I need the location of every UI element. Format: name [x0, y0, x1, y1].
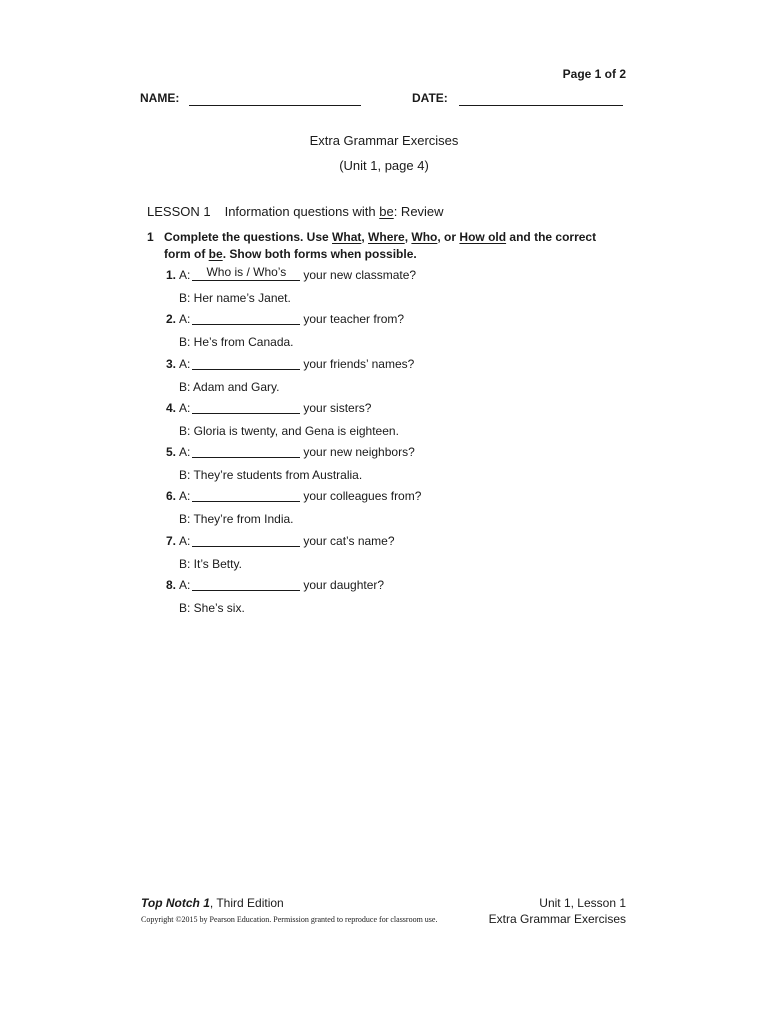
date-label: DATE:: [412, 91, 448, 105]
item-question: A: your cat’s name?: [179, 533, 395, 548]
instruction-text: Complete the questions. Use What, Where, Who, or How old and the correct form of be. Show both forms when possible.: [164, 230, 597, 261]
item-response: B: Gloria is twenty, and Gena is eighteen.: [179, 423, 399, 438]
exercise-number: 1: [147, 230, 154, 244]
item-question: A: your new neighbors?: [179, 445, 415, 460]
item-number: 8.: [165, 578, 176, 593]
item-response: B: They’re students from Australia.: [179, 468, 363, 483]
page-number: Page 1 of 2: [562, 67, 626, 81]
page-subtitle: (Unit 1, page 4): [339, 158, 429, 173]
keyword-be: be: [208, 247, 223, 261]
lesson-id: LESSON 1: [147, 204, 211, 219]
item-response: B: Her name’s Janet.: [179, 291, 291, 305]
footer-brand: Top Notch 1: [141, 896, 210, 910]
item-question: A: your friends’ names?: [179, 356, 415, 371]
page-title: Extra Grammar Exercises: [309, 133, 459, 148]
footer-edition: , Third Edition: [209, 896, 284, 910]
lesson-title-keyword: be: [379, 204, 394, 219]
item-number: 3.: [165, 356, 176, 371]
answer-blank[interactable]: [192, 401, 300, 414]
lesson-title-text: Information questions with: [224, 204, 380, 219]
keyword-what: What: [332, 230, 362, 244]
item-number: 4.: [165, 400, 176, 415]
keyword-who: Who: [411, 230, 438, 244]
item-response: B: He’s from Canada.: [179, 335, 294, 350]
answer-blank[interactable]: [192, 445, 300, 458]
keyword-where: Where: [368, 230, 405, 244]
item-number: 1.: [165, 268, 176, 282]
footer-unit-lesson: Unit 1, Lesson 1: [539, 896, 626, 910]
item-number: 6.: [165, 489, 176, 504]
footer-section: Extra Grammar Exercises: [488, 912, 626, 926]
item-response: B: It’s Betty.: [179, 556, 242, 571]
item-response: B: She’s six.: [179, 601, 245, 616]
answer-blank[interactable]: [192, 357, 300, 370]
lesson-heading: [147, 204, 444, 219]
exercise-instructions: [147, 229, 617, 263]
footer-book-title: [141, 896, 284, 910]
name-label: NAME:: [140, 91, 180, 105]
lesson-title-suffix: : Review: [393, 204, 444, 219]
item-response: B: Adam and Gary.: [179, 379, 280, 394]
keyword-how-old: How old: [459, 230, 507, 244]
item-question: A: your daughter?: [179, 578, 385, 593]
item-question: A: your sisters?: [179, 400, 372, 415]
copyright-notice: Copyright ©2015 by Pearson Education. Permission granted to reproduce for classroom use.: [141, 915, 438, 924]
item-number: 7.: [165, 533, 176, 548]
item-question: A: your teacher from?: [179, 312, 405, 327]
answer-text: Who is / Who’s: [206, 265, 287, 279]
date-field[interactable]: [459, 104, 623, 106]
answer-blank[interactable]: [192, 489, 300, 502]
item-question: A: Who is / Who’s your new classmate?: [179, 265, 417, 282]
item-response: B: They’re from India.: [179, 512, 294, 527]
answer-blank[interactable]: [192, 534, 300, 547]
item-number: 2.: [165, 312, 176, 327]
answer-blank[interactable]: [192, 312, 300, 325]
answer-blank[interactable]: [192, 578, 300, 591]
item-question: A: your colleagues from?: [179, 489, 422, 504]
item-number: 5.: [165, 445, 176, 460]
answer-blank[interactable]: [192, 265, 300, 281]
name-field[interactable]: [189, 104, 361, 106]
